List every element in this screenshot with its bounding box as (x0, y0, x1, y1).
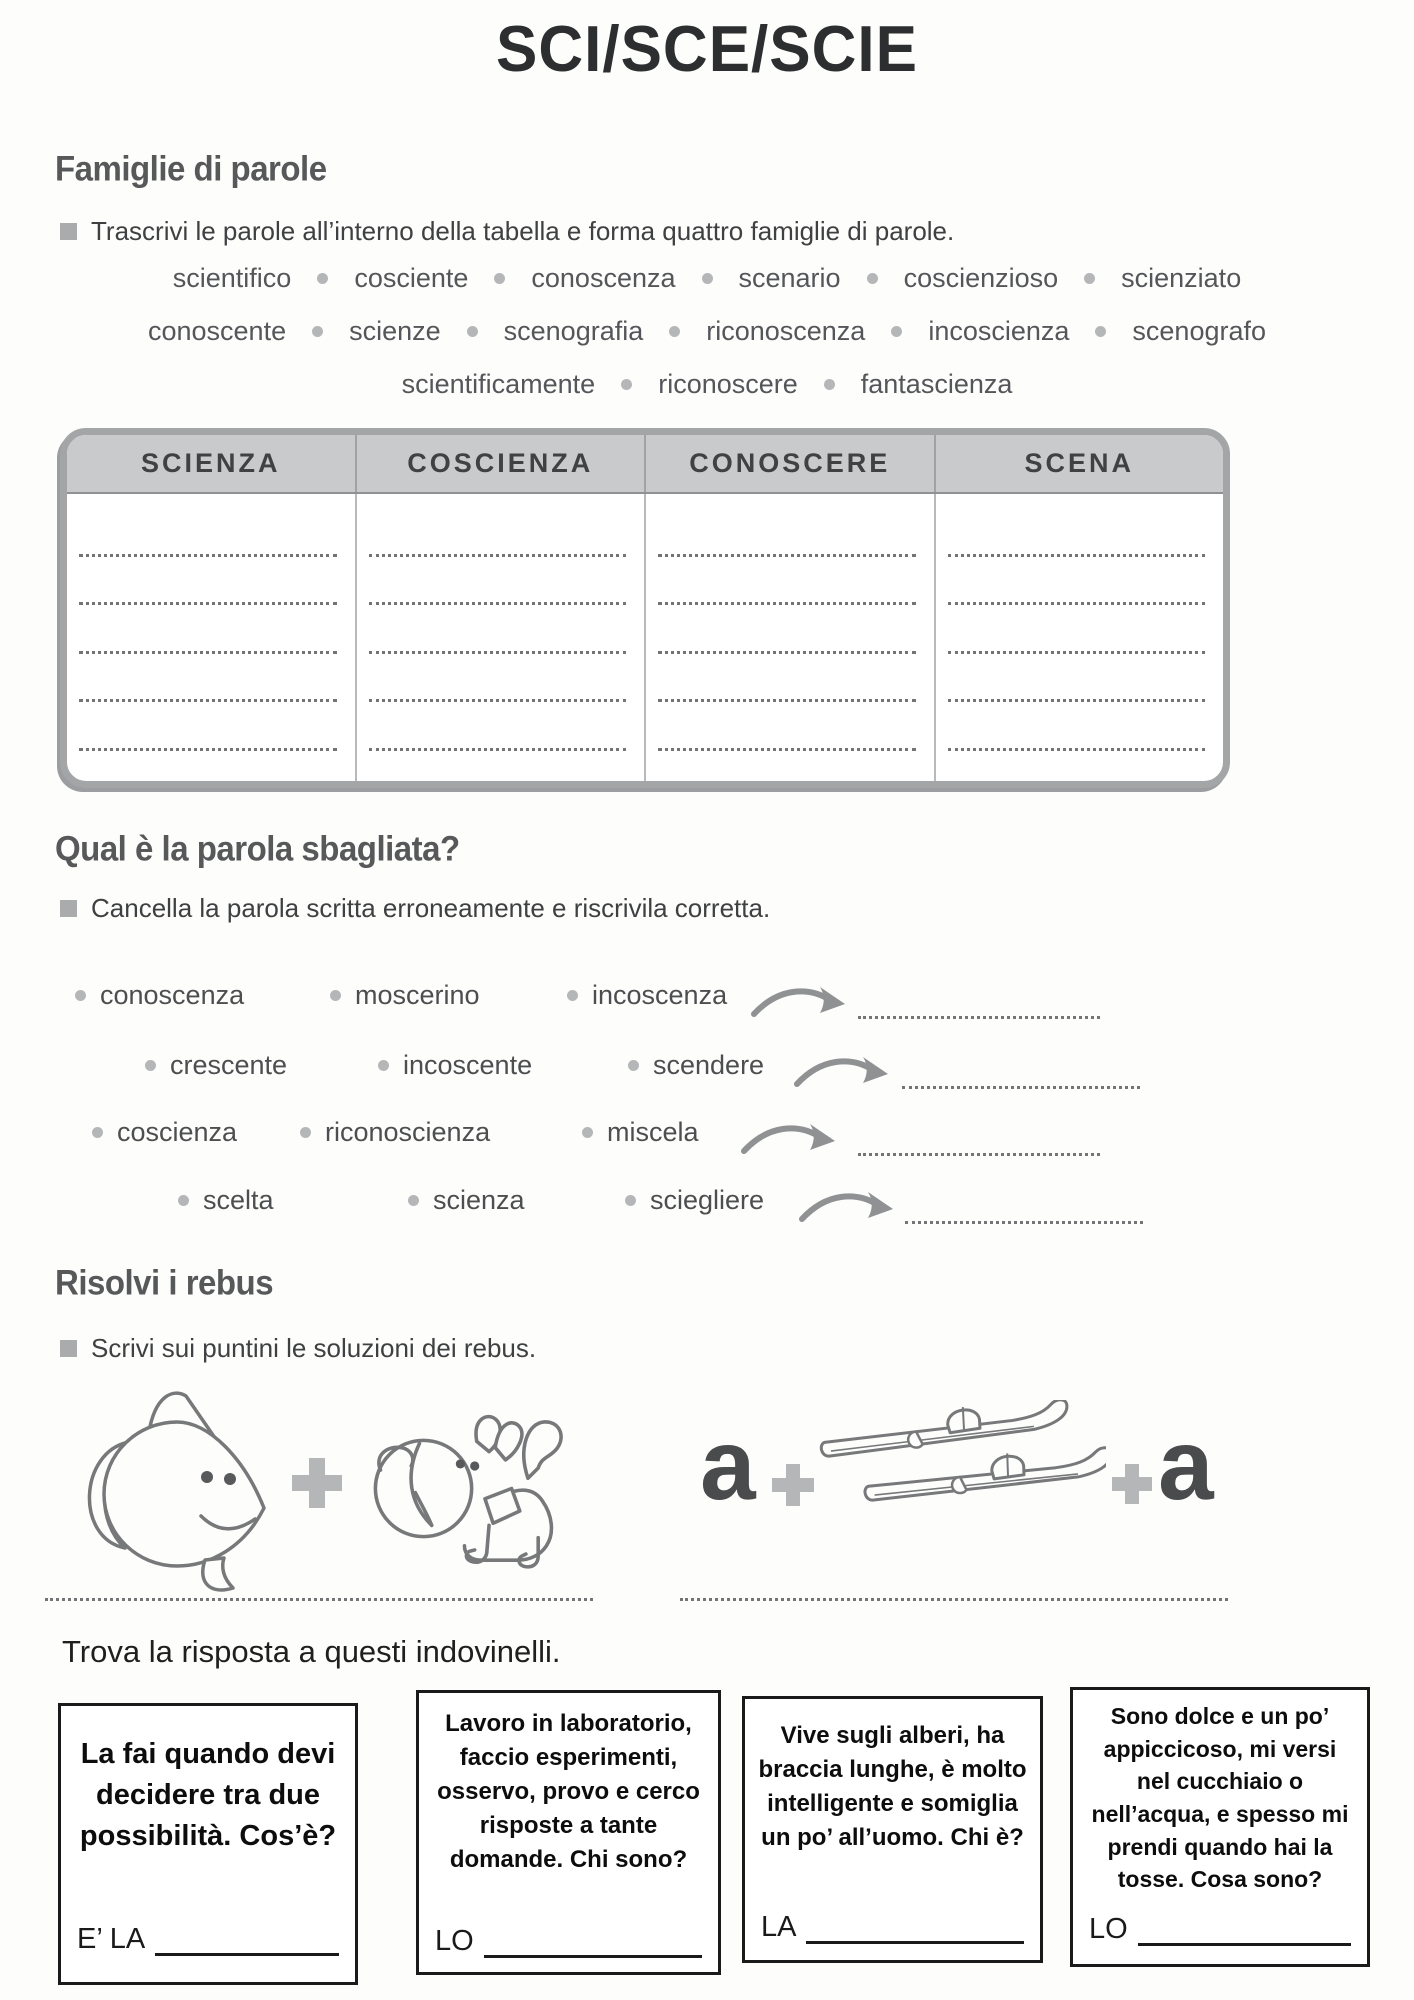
answer-prefix: LO (435, 1925, 474, 1957)
instruction-sbagliata (60, 893, 770, 924)
bullet-separator-icon (621, 379, 632, 390)
answer-line[interactable] (948, 654, 1206, 703)
riddle-question: Sono dolce e un po’ appiccicoso, mi versi nel cucchiaio o nell’acqua, e spesso mi prendi quando hai la tosse. Cosa sono? (1091, 1703, 1349, 1893)
answer-line[interactable] (948, 557, 1206, 606)
table-body (67, 494, 1223, 781)
word-option: sciegliere (625, 1185, 764, 1216)
riddle-question: La fai quando devi decidere tra due possibilità. Cos’è? (79, 1738, 337, 1853)
table-header-row (67, 435, 1223, 494)
table-column-coscienza (357, 494, 647, 781)
answer-line[interactable] (369, 654, 627, 703)
answer-line[interactable] (369, 751, 627, 789)
table-header-scena: SCENA (1024, 448, 1134, 478)
bullet-icon (300, 1127, 311, 1138)
answer-blank-line[interactable] (155, 1937, 339, 1956)
correction-answer-line[interactable] (858, 1123, 1100, 1156)
word-option: conoscenza (75, 980, 244, 1011)
word: conoscenza (531, 263, 676, 293)
word-bank-line (0, 252, 1414, 305)
answer-prefix: LO (1089, 1913, 1128, 1945)
word-bank (0, 252, 1414, 411)
bullet-separator-icon (824, 379, 835, 390)
word: scienze (349, 316, 441, 346)
bullet-separator-icon (494, 273, 505, 284)
fish-image (55, 1388, 270, 1598)
answer-line[interactable] (948, 508, 1206, 557)
word: cosciente (354, 263, 469, 293)
bullet-icon (625, 1195, 636, 1206)
riddles-heading: Trova la risposta a questi indovinelli. (62, 1634, 561, 1669)
bullet-separator-icon (317, 273, 328, 284)
word: fantascienza (860, 369, 1013, 399)
bullet-separator-icon (1095, 326, 1106, 337)
word-option: scelta (178, 1185, 274, 1216)
riddle-question: Vive sugli alberi, ha braccia lunghe, è molto intelligente e somiglia un po’ all’uomo. Chi è? (758, 1722, 1027, 1852)
plus-icon (772, 1464, 814, 1506)
answer-blank-line[interactable] (806, 1925, 1024, 1944)
correction-answer-line[interactable] (905, 1191, 1143, 1224)
riddle-question: Lavoro in laboratorio, faccio esperimenti, osservo, provo e cerco risposte a tante domande. Chi sono? (437, 1710, 700, 1874)
rebus-solution-line[interactable] (45, 1570, 593, 1601)
plus-icon (292, 1458, 342, 1508)
bullet-separator-icon (467, 326, 478, 337)
word-families-table (60, 428, 1230, 788)
section-heading-sbagliata: Qual è la parola sbagliata? (55, 828, 460, 868)
table-column-conoscere (646, 494, 936, 781)
curved-arrow-icon (793, 1050, 893, 1094)
instruction-rebus (60, 1333, 536, 1364)
word-option: coscienza (92, 1117, 237, 1148)
bullet-icon (178, 1195, 189, 1206)
word: coscienzioso (903, 263, 1059, 293)
letter-a: a (700, 1409, 756, 1521)
answer-line[interactable] (658, 605, 916, 654)
answer-line[interactable] (79, 557, 337, 606)
bullet-icon (378, 1060, 389, 1071)
bullet-icon (75, 990, 86, 1001)
bullet-icon (145, 1060, 156, 1071)
bullet-separator-icon (891, 326, 902, 337)
bullet-icon (408, 1195, 419, 1206)
wrong-word-row (0, 1185, 1414, 1235)
instruction-famiglie (60, 216, 954, 247)
word-bank-line (0, 305, 1414, 358)
word: scenario (738, 263, 841, 293)
answer-line[interactable] (658, 654, 916, 703)
letter-a: a (1158, 1409, 1214, 1521)
bullet-separator-icon (669, 326, 680, 337)
bullet-icon (567, 990, 578, 1001)
word: scientifico (172, 263, 292, 293)
word-option: scienza (408, 1185, 525, 1216)
bullet-icon (628, 1060, 639, 1071)
page-title: SCI/SCE/SCIE (496, 13, 918, 86)
answer-line[interactable] (658, 702, 916, 751)
riddle-answer-row (77, 1923, 339, 1956)
answer-line[interactable] (79, 751, 337, 789)
square-bullet-icon (60, 900, 77, 917)
curved-arrow-icon (750, 980, 850, 1024)
bullet-separator-icon (1084, 273, 1095, 284)
bullet-icon (92, 1127, 103, 1138)
answer-line[interactable] (369, 702, 627, 751)
table-header-coscienza: COSCIENZA (357, 435, 647, 492)
word-bank-line (0, 358, 1414, 411)
word-option: miscela (582, 1117, 699, 1148)
answer-prefix: E’ LA (77, 1923, 146, 1955)
riddle-box (742, 1696, 1043, 1963)
answer-line[interactable] (948, 702, 1206, 751)
riddle-box (416, 1690, 721, 1975)
answer-line[interactable] (369, 508, 627, 557)
wrong-word-row (0, 1050, 1414, 1100)
rebus-solution-line[interactable] (680, 1570, 1228, 1601)
correction-answer-line[interactable] (858, 986, 1100, 1019)
word: scenografo (1132, 316, 1266, 346)
bullet-separator-icon (702, 273, 713, 284)
answer-line[interactable] (948, 605, 1206, 654)
riddle-answer-row (435, 1925, 702, 1958)
plus-icon (1112, 1464, 1152, 1504)
answer-line[interactable] (79, 605, 337, 654)
riddle-answer-row (761, 1911, 1024, 1944)
instruction-text: Trascrivi le parole all’interno della tabella e forma quattro famiglie di parole. (91, 216, 955, 246)
section-heading-famiglie: Famiglie di parole (55, 148, 327, 188)
word: scenografia (503, 316, 644, 346)
answer-blank-line[interactable] (1138, 1927, 1351, 1946)
word-option: scendere (628, 1050, 764, 1081)
answer-line[interactable] (369, 557, 627, 606)
instruction-text: Scrivi sui puntini le soluzioni dei rebus. (91, 1333, 537, 1363)
word-option: crescente (145, 1050, 287, 1081)
answer-line[interactable] (369, 605, 627, 654)
answer-line[interactable] (79, 654, 337, 703)
bullet-separator-icon (867, 273, 878, 284)
answer-line[interactable] (948, 751, 1206, 789)
dog-image (358, 1406, 573, 1571)
bullet-icon (582, 1127, 593, 1138)
square-bullet-icon (60, 1340, 77, 1357)
word-option: incoscenza (567, 980, 727, 1011)
riddle-answer-row (1089, 1913, 1351, 1946)
section-heading-rebus: Risolvi i rebus (55, 1262, 274, 1302)
answer-line[interactable] (658, 557, 916, 606)
bullet-icon (330, 990, 341, 1001)
word-option: moscerino (330, 980, 480, 1011)
word: riconoscenza (706, 316, 866, 346)
answer-line[interactable] (79, 702, 337, 751)
word: riconoscere (658, 369, 798, 399)
word: conoscente (147, 316, 287, 346)
word: incoscienza (928, 316, 1070, 346)
answer-prefix: LA (761, 1911, 797, 1943)
bullet-separator-icon (312, 326, 323, 337)
instruction-text: Cancella la parola scritta erroneamente e riscrivila corretta. (91, 893, 771, 923)
wrong-word-row (0, 980, 1414, 1030)
square-bullet-icon (60, 223, 77, 240)
wrong-word-row (0, 1117, 1414, 1167)
curved-arrow-icon (740, 1117, 840, 1161)
table-column-scienza (67, 494, 357, 781)
answer-line[interactable] (658, 751, 916, 789)
skis-image (816, 1400, 1106, 1550)
riddle-box (1070, 1687, 1370, 1967)
table-header-scienza: SCIENZA (67, 435, 357, 492)
word-option: incoscente (378, 1050, 532, 1081)
curved-arrow-icon (798, 1185, 898, 1229)
word: scientificamente (401, 369, 596, 399)
answer-blank-line[interactable] (484, 1939, 702, 1958)
answer-line[interactable] (79, 508, 337, 557)
riddle-box (58, 1703, 358, 1985)
table-column-scena (936, 494, 1224, 781)
correction-answer-line[interactable] (902, 1056, 1140, 1089)
answer-line[interactable] (658, 508, 916, 557)
word-option: riconoscienza (300, 1117, 490, 1148)
table-header-conoscere: CONOSCERE (646, 435, 936, 492)
word: scienziato (1121, 263, 1242, 293)
